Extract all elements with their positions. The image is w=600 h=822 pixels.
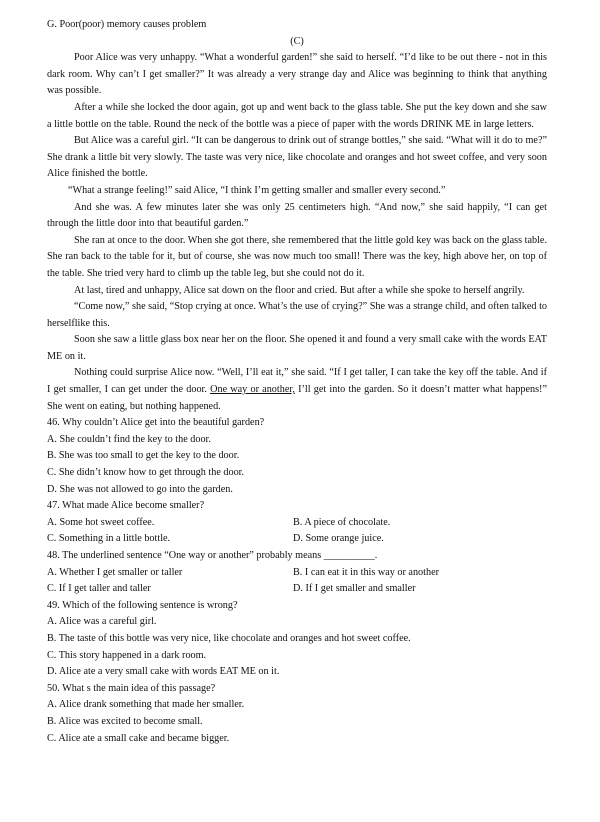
option-46-d: D. She was not allowed to go into the garden. [47, 483, 233, 495]
option-47-d: D. Some orange juice. [293, 533, 384, 545]
paragraph: At last, tired and unhappy, Alice sat down on the floor and cried. But after a while she spoke to herself angrily. [74, 284, 525, 296]
document-page [47, 17, 547, 747]
paragraph: But Alice was a careful girl. “It can be dangerous to drink out of strange bottles,” she said. “What will it do to me?” She drank a little bit very slowly. The taste was very nice, like chocolate and oranges and hot sweet coffee, and very soon Alice finished the bottle. [47, 135, 547, 180]
option-row [47, 515, 547, 532]
option-46-a: A. She couldn’t find the key to the door. [47, 433, 211, 445]
paragraph-text: I’ll get into the garden. So it doesn’t matter what happens!” She went on eating, but nothing happened. [47, 384, 547, 412]
question-50-stem: 50. What s the main idea of this passage? [47, 682, 216, 694]
option-48-a: A. Whether I get smaller or taller [47, 566, 183, 578]
option-47-a: A. Some hot sweet coffee. [47, 516, 155, 528]
option-50-a: A. Alice drank something that made her smaller. [47, 699, 245, 711]
option-46-c: C. She didn’t know how to get through the door. [47, 467, 245, 479]
underlined-phrase: One way or another, [210, 384, 295, 396]
option-46-b: B. She was too small to get the key to the door. [47, 450, 240, 462]
option-48-c: C. If I get taller and taller [47, 583, 151, 595]
paragraph-text: Nothing could surprise Alice now. “Well, I’ll eat it,” she said. “If I get taller, I can take the key off the table. And if I get smaller, I can get under the door. [47, 367, 547, 396]
paragraph: And she was. A few minutes later she was only 25 centimeters high. “And now,” she said happily, “I can get through the little door into that beautiful garden.” [47, 201, 547, 230]
paragraph: Poor Alice was very unhappy. “What a wonderful garden!” she said to herself. “I’d like to be out there - not in this dark room. Why can’t I get smaller?” It was already a very strange day and Alice was beginning to think that anything was possible. [47, 52, 547, 97]
option-50-c: C. Alice ate a small cake and became bigger. [47, 732, 230, 744]
option-row [47, 581, 547, 598]
paragraph-last [47, 365, 547, 415]
option-47-b: B. A piece of chocolate. [293, 516, 391, 528]
option-49-c: C. This story happened in a dark room. [47, 649, 207, 661]
option-row [47, 565, 547, 582]
question-49-stem: 49. Which of the following sentence is wrong? [47, 599, 238, 611]
option-49-b: B. The taste of this bottle was very nice, like chocolate and oranges and hot sweet coffee. [47, 632, 411, 644]
section-header: G. Poor(poor) memory causes problem [47, 19, 207, 30]
question-47-stem: 47. What made Alice become smaller? [47, 500, 205, 512]
question-48-stem: 48. The underlined sentence “One way or another” probably means __________. [47, 550, 378, 561]
paragraph: “What a strange feeling!” said Alice, “I think I’m getting smaller and smaller every second.” [68, 184, 446, 196]
option-48-b: B. I can eat it in this way or another [293, 566, 439, 578]
paragraph: She ran at once to the door. When she got there, she remembered that the little gold key was back on the glass table. She ran back to the table for it, but of course, she was now much too small! There was the key, high above her, on top of the table. She tried very hard to climb up the table leg, but she could not do it. [47, 234, 547, 279]
option-50-b: B. Alice was excited to become small. [47, 715, 203, 727]
option-47-c: C. Something in a little bottle. [47, 533, 171, 545]
paragraph: “Come now,” she said, “Stop crying at once. What’s the use of crying?” She was a strange child, and often talked to herselflike this. [47, 301, 547, 329]
option-49-a: A. Alice was a careful girl. [47, 616, 157, 628]
option-row [47, 531, 547, 548]
option-48-d: D. If I get smaller and smaller [293, 583, 416, 595]
passage-label: (C) [290, 35, 304, 47]
paragraph: After a while she locked the door again, got up and went back to the glass table. She put the key down and she saw a little bottle on the table. Round the neck of the bottle was a piece of paper with the words DRINK ME in large letters. [47, 101, 547, 130]
question-46-stem: 46. Why couldn’t Alice get into the beautiful garden? [47, 417, 265, 429]
option-49-d: D. Alice ate a very small cake with words EAT ME on it. [47, 666, 280, 678]
paragraph: Soon she saw a little glass box near her on the floor. She opened it and found a very small cake with the words EAT ME on it. [47, 334, 547, 362]
